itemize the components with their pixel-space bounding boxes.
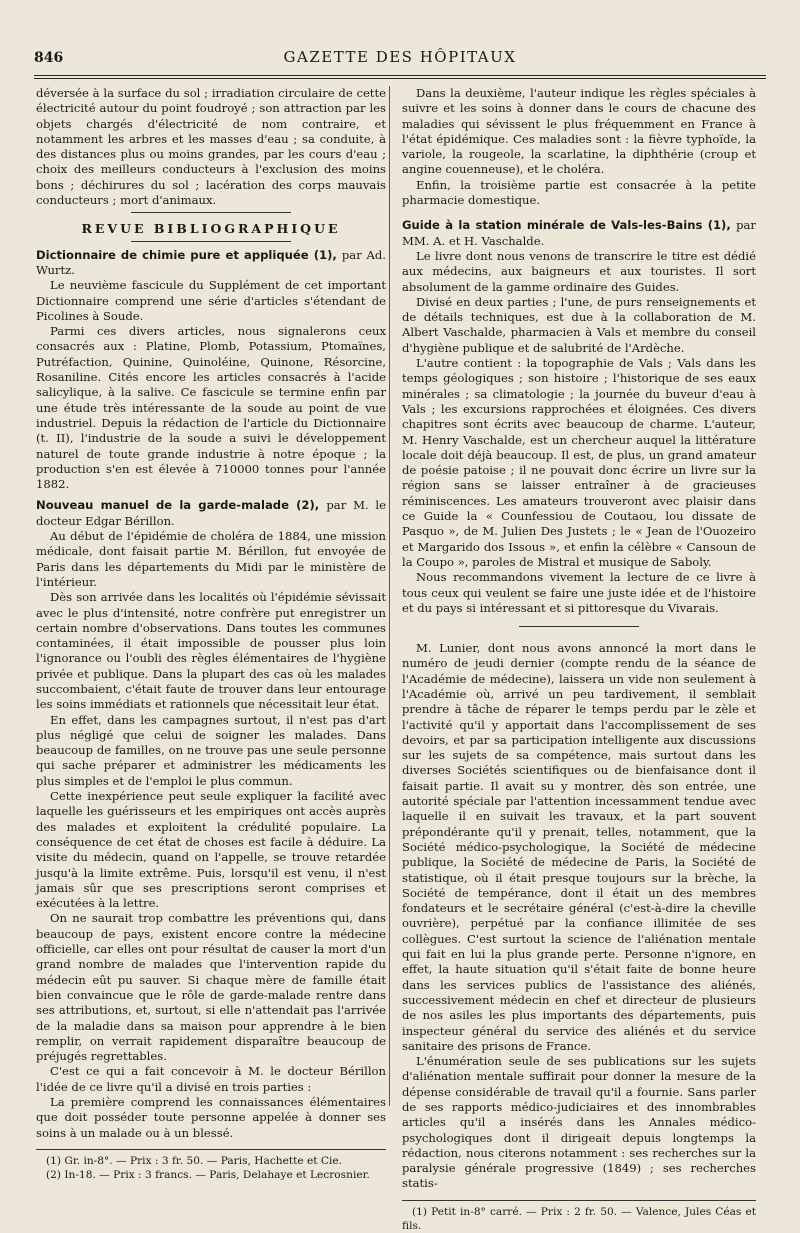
lunier-paragraph-2: L'énumération seule de ses publications sur les sujets d'aliénation mentale suffirait pour donner la mesure de la dépense considérable de travail qu'il a fournie. Sans parler de ses rapports médico-judiciaires et des innombrables articles qu'il a insérés dans les Annales médico-psychologiques dont il dirigeait depuis longtemps la rédaction, nous citerons notamment : ses recherches sur la paralysie générale progressive (1849) ; ses recherches statis- (402, 1054, 756, 1191)
manuel-paragraph-3: En effet, dans les campagnes surtout, il n'est pas d'art plus négligé que celui de soigner les malades. Dans beaucoup de familles, on ne trouve pas une seule personne qui sache préparer et administrer les médicaments les plus simples et de l'emploi le plus commun. (36, 712, 386, 788)
manuel-paragraph-1: Au début de l'épidémie de choléra de 1884, une mission médicale, dont faisait partie M. Bérillon, fut envoyée de Paris dans les départements du Midi par le ministère de l'intérieur. (36, 529, 386, 589)
separator-rule-2 (131, 241, 291, 242)
right-column (402, 86, 756, 1233)
guide-paragraph-1: Le livre dont nous venons de transcrire le titre est dédié aux médecins, aux baigneurs et aux touristes. Il sort absolument de la gamme ordinaire des Guides. (402, 248, 756, 294)
guide-paragraph-4: Nous recommandons vivement la lecture de ce livre à tous ceux qui veulent se faire une juste idée et de l'histoire et du pays si intéressant et si pittoresque du Vivarais. (402, 570, 756, 615)
lunier-paragraph-1: M. Lunier, dont nous avons annoncé la mort dans le numéro de jeudi dernier (compte rendu de la séance de l'Académie de médecine), laissera un vide non seulement à l'Académie où, arrivé un peu tardivement, il semblait prendre à tâche de réparer le temps perdu par le zèle et l'activité qu'il y apportait dans l'accomplissement de ses devoirs, et par sa participation intelligente aux discussions sur les sujets de sa compétence, mais surtout dans les diverses Sociétés scientifiques ou de bienfaisance dont il faisait partie. Il avait su y montrer, dès son entrée, une autorité spéciale par l'attention incessamment tendue avec laquelle il en suivait les travaux, et la part souvent prépondérante qu'il y prenait, telles, notamment, que la Société médico-psychologique, la Société de médecine publique, la Société de médecine de Paris, la Société de statistique, où il était presque toujours sur la brèche, la Société de tempérance, dont il était un des membres fondateurs et le secrétaire général (c'est-à-dire la cheville ouvrière), perpétué par la confiance illimitée de ses collègues. C'est surtout la science de l'aliénation mentale qui fait en lui la plus grande perte. Personne n'ignore, en effet, la haute situation qu'il s'était faite de bonne heure dans les services publics de l'assistance des aliénés, successivement médecin en chef et directeur de plusieurs de nos asiles les plus importants des départements, puis inspecteur général du service des aliénés et du service sanitaire des prisons de France. (402, 641, 756, 1053)
manuel-heading (36, 498, 386, 529)
ornament-rule (519, 626, 639, 627)
section-title: REVUE BIBLIOGRAPHIQUE (81, 221, 341, 237)
manuel-title: Nouveau manuel de la garde-malade (2), (36, 498, 320, 513)
manuel-author: par M. le docteur Edgar Bérillon. (36, 498, 387, 528)
page-header (34, 46, 766, 76)
guide-title: Guide à la station minérale de Vals-les-Bains (1), (402, 218, 731, 233)
manuel-paragraph-9: Enfin, la troisième partie est consacrée à la petite pharmacie domestique. (402, 177, 756, 208)
footnote-right-1: (1) Petit in-8° carré. — Prix : 2 fr. 50. — Valence, Jules Céas et fils. (402, 1205, 756, 1232)
column-divider (389, 86, 390, 1106)
guide-heading (402, 218, 756, 249)
dictionnaire-paragraph-1: Le neuvième fascicule du Supplément de cet important Dictionnaire comprend une série d'articles s'étendant de Picolines à Soude. (36, 278, 386, 323)
header-rule (34, 75, 766, 79)
page-number: 846 (34, 50, 64, 66)
dictionnaire-heading (36, 248, 386, 279)
guide-paragraph-3: L'autre contient : la topographie de Vals ; Vals dans les temps géologiques ; son histoire ; l'historique de ses eaux minérales ; sa climatologie ; la journée du buveur d'eau à Vals ; les excursions rapprochées et éloignées. Ces divers chapitres sont écrits avec beaucoup de charme. L'auteur, M. Henry Vaschalde, est un chercheur auquel la littérature locale doit déjà beaucoup. Il est, de plus, un grand amateur de poésie patoise ; il ne pouvait donc écrire un livre sur la région sans se laisser entraîner à de gracieuses réminiscences. Les amateurs trouveront avec plaisir dans ce Guide la « Counfessiou de Coutaou, lou dissate de Pasquo », de M. Julien Des Justets ; le « Jean de l'Ouozeiro et Margarido dos Issous », et enfin la célèbre « Cansoun de la Coupo », paroles de Mistral et musique de Saboly. (402, 356, 756, 569)
manuel-paragraph-2: Dès son arrivée dans les localités où l'épidémie sévissait avec le plus d'intensité, notre confrère put enregistrer un certain nombre d'observations. Dans toutes les communes contaminées, il était impossible de pousser plus loin l'ignorance ou l'oubli des règles élémentaires de l'hygiène privée et publique. Dans la plupart des cas où les malades succombaient, c'était faute de trouver dans leur entourage les soins immédiats et rationnels que nécessitait leur état. (36, 590, 386, 712)
dictionnaire-paragraph-2: Parmi ces divers articles, nous signalerons ceux consacrés aux : Platine, Plomb, Potassium, Ptomaïnes, Putréfaction, Quinine, Quinoléine, Quinone, Résorcine, Rosaniline. Cités encore les articles consacrés à l'acide salicylique, à la salive. Ce fascicule se termine enfin par une étude très intéressante de la soude au point de vue industriel. Depuis la rédaction de l'article du Dictionnaire (t. II), l'industrie de la soude a suivi le développement naturel de toute grande industrie à notre époque ; la production s'en est élevée à 710000 tonnes pour l'année 1882. (36, 324, 386, 492)
running-title: GAZETTE DES HÔPITAUX (283, 48, 517, 66)
guide-author: par MM. A. et H. Vaschalde. (402, 218, 756, 248)
separator-rule (131, 212, 291, 213)
manuel-paragraph-5: On ne saurait trop combattre les préventions qui, dans beaucoup de pays, existent encore contre la médecine officielle, car elles ont pour résultat de causer la mort d'un grand nombre de malades que l'intervention rapide du médecin eût pu sauver. Si chaque mère de famille était bien convaincue que le rôle de garde-malade rentre dans ses attributions, et, surtout, si elle n'attendait pas l'arrivée de la maladie dans sa maison pour apprendre à le bien remplir, on verrait rapidement disparaître beaucoup de préjugés regrettables. (36, 911, 386, 1064)
dictionnaire-title: Dictionnaire de chimie pure et appliquée (1), (36, 247, 337, 262)
footnote-rule-right (402, 1200, 756, 1201)
manuel-paragraph-7: La première comprend les connaissances élémentaires que doit posséder toute personne appelée à donner ses soins à un malade ou à un blessé. (36, 1095, 386, 1140)
guide-paragraph-2: Divisé en deux parties ; l'une, de purs renseignements et de détails techniques, est due à la collaboration de M. Albert Vaschalde, pharmacien à Vals et membre du conseil d'hygiène publique et de salubrité de l'Ardèche. (402, 294, 756, 355)
left-column (36, 86, 386, 1182)
intro-paragraph: déversée à la surface du sol ; irradiation circulaire de cette électricité autour du point foudroyé ; son attraction par les objets chargés d'électricité de nom contraire, et notamment les arbres et les masses d'eau ; sa conduite, à des distances plus ou moins grandes, par les cours d'eau ; choix des meilleurs conducteurs à l'exclusion des moins bons ; déchirures du sol ; lacération des corps mauvais conducteurs ; mort d'animaux. (36, 86, 386, 208)
footnote-rule (36, 1149, 386, 1150)
dictionnaire-author: par Ad. Wurtz. (36, 247, 386, 277)
manuel-paragraph-8: Dans la deuxième, l'auteur indique les règles spéciales à suivre et les soins à donner dans le cours de chacune des maladies qui sévissent le plus fréquemment en France à l'état épidémique. Ces maladies sont : la fièvre typhoïde, la variole, la rougeole, la scarlatine, la diphthérie (croup et angine couenneuse), et le choléra. (402, 86, 756, 177)
manuel-paragraph-6: C'est ce qui a fait concevoir à M. le docteur Bérillon l'idée de ce livre qu'il a divisé en trois parties : (36, 1064, 386, 1094)
footnote-2: (2) In-18. — Prix : 3 francs. — Paris, Delahaye et Lecrosnier. (46, 1168, 370, 1181)
footnote-1: (1) Gr. in-8°. — Prix : 3 fr. 50. — Paris, Hachette et Cie. (46, 1154, 343, 1167)
manuel-paragraph-4: Cette inexpérience peut seule expliquer la facilité avec laquelle les guérisseurs et les empiriques ont accès auprès des malades et exploitent la crédulité populaire. La conséquence de cet état de choses est facile à déduire. La visite du médecin, quand on l'appelle, se trouve retardée jusqu'à la limite extrême. Puis, lorsqu'il est venu, il n'est jamais sûr que ses prescriptions seront comprises et exécutées à la lettre. (36, 789, 386, 911)
